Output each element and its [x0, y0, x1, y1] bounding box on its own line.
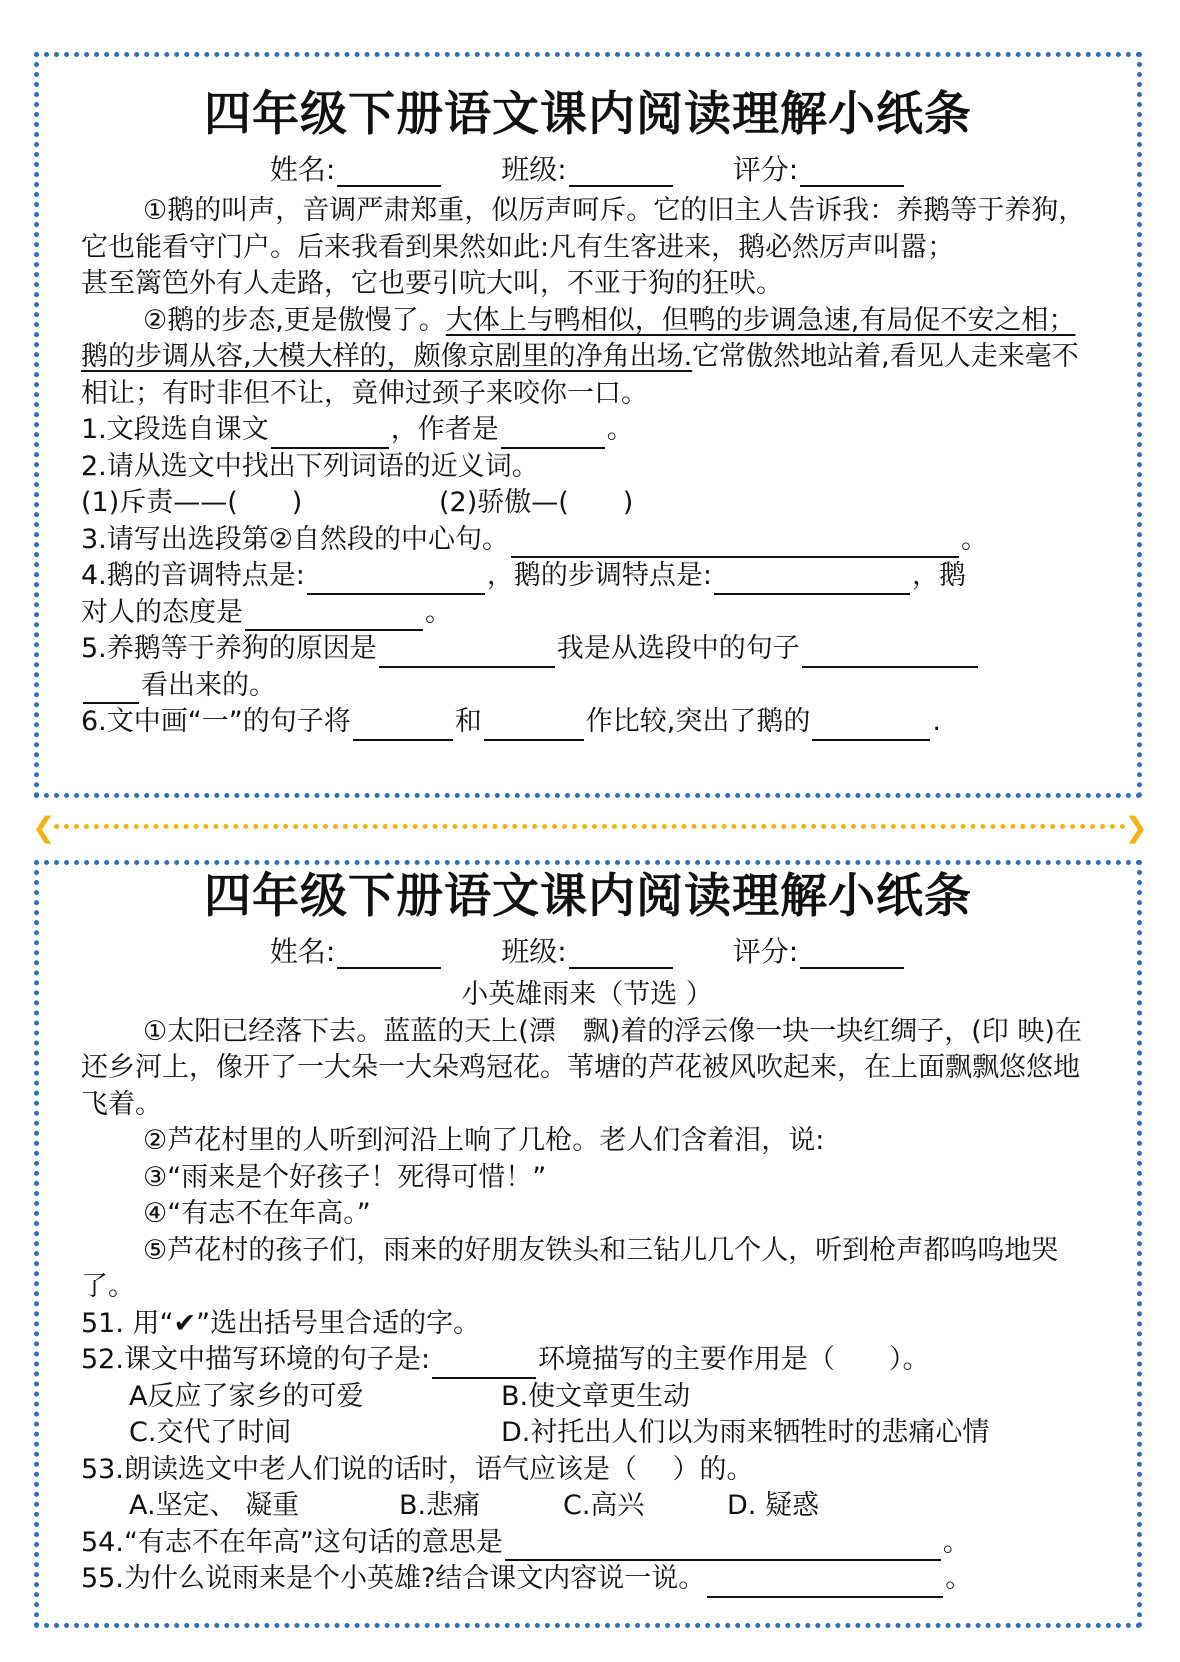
worksheet-card-1 [34, 52, 1142, 798]
class-label: 班级: [501, 935, 567, 968]
q4-text-c: ，鹅 [911, 560, 966, 591]
q3-text: 3.请写出选段第②自然段的中心句。 [81, 523, 509, 555]
class-blank[interactable] [569, 941, 673, 969]
passage-para-3: ③“雨来是个好孩子！死得可惜！” [143, 1161, 547, 1193]
q4-blank-attitude[interactable] [245, 603, 423, 631]
card1-body [39, 193, 1137, 741]
q3-end: 。 [960, 523, 988, 555]
name-field [270, 153, 443, 187]
q6-text-c: 作比较,突出了鹅的 [585, 706, 811, 737]
passage-para-2 [81, 303, 1093, 413]
card2-title: 四年级下册语文课内阅读理解小纸条 [204, 869, 972, 924]
q3-blank[interactable] [511, 530, 959, 558]
question-6 [81, 704, 1093, 741]
q4-text-b: ，鹅的步调特点是: [486, 560, 712, 591]
card2-info-fields [39, 935, 1137, 969]
class-field [501, 935, 674, 969]
question-51: 51. 用“✔”选出括号里合适的字。 [81, 1307, 481, 1339]
q52-option-b[interactable]: B.使文章更生动 [501, 1380, 691, 1412]
score-label: 评分: [732, 153, 799, 186]
q1-blank-lesson[interactable] [271, 421, 389, 449]
q55-text: 55.为什么说雨来是个小英雄?结合课文内容说一说。 [81, 1563, 706, 1594]
q1-text-a: 1.文段选自课文 [81, 414, 269, 445]
question-2-items [81, 485, 1093, 522]
q52-option-c[interactable]: C.交代了时间 [129, 1417, 292, 1448]
question-52-options-row-2 [81, 1415, 1093, 1452]
q5-blank-sentence[interactable] [802, 640, 978, 668]
question-53-options [81, 1488, 1093, 1525]
question-5 [81, 631, 1093, 668]
q55-blank[interactable] [707, 1570, 943, 1598]
name-field [270, 935, 443, 969]
name-blank[interactable] [337, 941, 441, 969]
score-field [733, 935, 906, 969]
question-52-options-row-1 [81, 1379, 1093, 1416]
score-field [733, 153, 906, 187]
class-label: 班级: [501, 153, 567, 186]
q6-text-b: 和 [454, 706, 482, 737]
passage-para-2-end: 它常傲然地站着,看见人走来毫不相让；有时非但不让，竟伸过颈子来咬你一口。 [81, 341, 1079, 409]
section-divider [32, 811, 1148, 844]
q54-end: 。 [942, 1526, 970, 1558]
question-55 [81, 1561, 1093, 1598]
q4-text-e: 。 [425, 596, 452, 628]
q52-option-d[interactable]: D.衬托出人们以为雨来牺牲时的悲痛心情 [501, 1417, 990, 1448]
q1-text-b: ，作者是 [390, 414, 499, 445]
q6-text-a: 6.文中画“一”的句子将 [81, 706, 351, 737]
q5-text-b: 我是从选段中的句子 [556, 633, 800, 664]
q4-text-d: 对人的态度是 [81, 596, 243, 628]
passage-para-1a: ①鹅的叫声，音调严肃郑重，似厉声呵斥。它的旧主人告诉我：养鹅等于养狗，它也能看守门户。后来我看到果然如此:凡有生客进来，鹅必然厉声叫嚣； [81, 195, 1086, 263]
q6-text-d: . [932, 706, 941, 737]
q55-end: 。 [945, 1563, 973, 1594]
class-blank[interactable] [569, 159, 673, 187]
q5-blank-sentence-cont[interactable] [83, 676, 139, 704]
score-blank[interactable] [800, 159, 904, 187]
q2-item-1: (1)斥责——( ) [81, 487, 303, 518]
q2-item-2: (2)骄傲—( ) [439, 487, 634, 518]
class-field [501, 153, 674, 187]
score-label: 评分: [732, 935, 799, 968]
q6-blank-1[interactable] [353, 713, 453, 741]
passage-subtitle: 小英雄雨来（节选 ） [461, 979, 713, 1010]
q5-text-c: 看出来的。 [141, 669, 276, 701]
q1-text-c: 。 [606, 414, 634, 445]
q53-option-d[interactable]: D. 疑惑 [727, 1490, 819, 1521]
right-arrow-icon: ❯ [1124, 811, 1148, 844]
q4-blank-tone[interactable] [307, 567, 485, 595]
question-2: 2.请从选文中找出下列词语的近义词。 [81, 450, 539, 482]
question-4 [81, 558, 1093, 595]
q6-blank-2[interactable] [484, 713, 584, 741]
card1-info-fields [39, 153, 1137, 187]
left-arrow-icon: ❮ [32, 811, 56, 844]
score-blank[interactable] [800, 941, 904, 969]
passage-para-1: ①太阳已经落下去。蓝蓝的天上(漂 飘)着的浮云像一块一块红绸子，(印 映)在还乡河上，像开了一大朵一大朵鸡冠花。苇塘的芦花被风吹起来，在上面飘飘悠悠地飞着。 [81, 1015, 1082, 1120]
passage-para-4: ④“有志不在年高。” [143, 1198, 371, 1229]
q6-blank-3[interactable] [812, 713, 930, 741]
q54-text: 54.“有志不在年高”这句话的意思是 [81, 1526, 503, 1558]
q4-blank-gait[interactable] [714, 567, 910, 595]
q53-option-a[interactable]: A.坚定、 凝重 [129, 1490, 300, 1521]
q5-text-a: 5.养鹅等于养狗的原因是 [81, 633, 377, 664]
q54-blank[interactable] [505, 1533, 941, 1561]
dotted-line [54, 824, 1126, 829]
question-3 [81, 522, 1093, 559]
q52-blank[interactable] [432, 1351, 536, 1379]
question-1 [81, 412, 1093, 449]
passage-para-2: ②芦花村里的人听到河沿上响了几枪。老人们含着泪，说: [143, 1125, 825, 1156]
card1-title: 四年级下册语文课内阅读理解小纸条 [204, 87, 972, 142]
q53-option-c[interactable]: C.高兴 [563, 1490, 645, 1521]
name-blank[interactable] [337, 159, 441, 187]
name-label: 姓名: [269, 935, 336, 968]
question-5-cont [81, 668, 1093, 705]
worksheet-card-2 [34, 860, 1142, 1628]
passage-para-2-start: ②鹅的步态,更是傲慢了。 [143, 304, 446, 336]
underlined-sentence: 大体上与鸭相似，但鸭的步调急速,有局促不安之相；鹅的步调从容,大模大样的，颇像京剧里的净角出场. [81, 304, 1076, 372]
question-4-cont [81, 595, 1093, 632]
question-53: 53.朗读选文中老人们说的话时，语气应该是（ ）的。 [81, 1453, 754, 1485]
card2-body [39, 977, 1137, 1598]
passage-para-5: ⑤芦花村的孩子们，雨来的好朋友铁头和三钻儿几个人，听到枪声都呜呜地哭了。 [81, 1234, 1059, 1302]
name-label: 姓名: [269, 153, 336, 186]
passage-para-1b: 甚至篱笆外有人走路，它也要引吭大叫，不亚于狗的狂吠。 [81, 268, 783, 299]
q4-text-a: 4.鹅的音调特点是: [81, 560, 305, 591]
q52-text-a: 52.课文中描写环境的句子是: [81, 1344, 431, 1375]
q52-option-a[interactable]: A反应了家乡的可爱 [129, 1380, 364, 1412]
q52-text-b: 环境描写的主要作用是（ ）。 [538, 1344, 930, 1375]
q1-blank-author[interactable] [501, 421, 605, 449]
question-54 [81, 1525, 1093, 1562]
question-52 [81, 1342, 1093, 1379]
q53-option-b[interactable]: B.悲痛 [399, 1490, 481, 1521]
q5-blank-reason[interactable] [379, 640, 555, 668]
